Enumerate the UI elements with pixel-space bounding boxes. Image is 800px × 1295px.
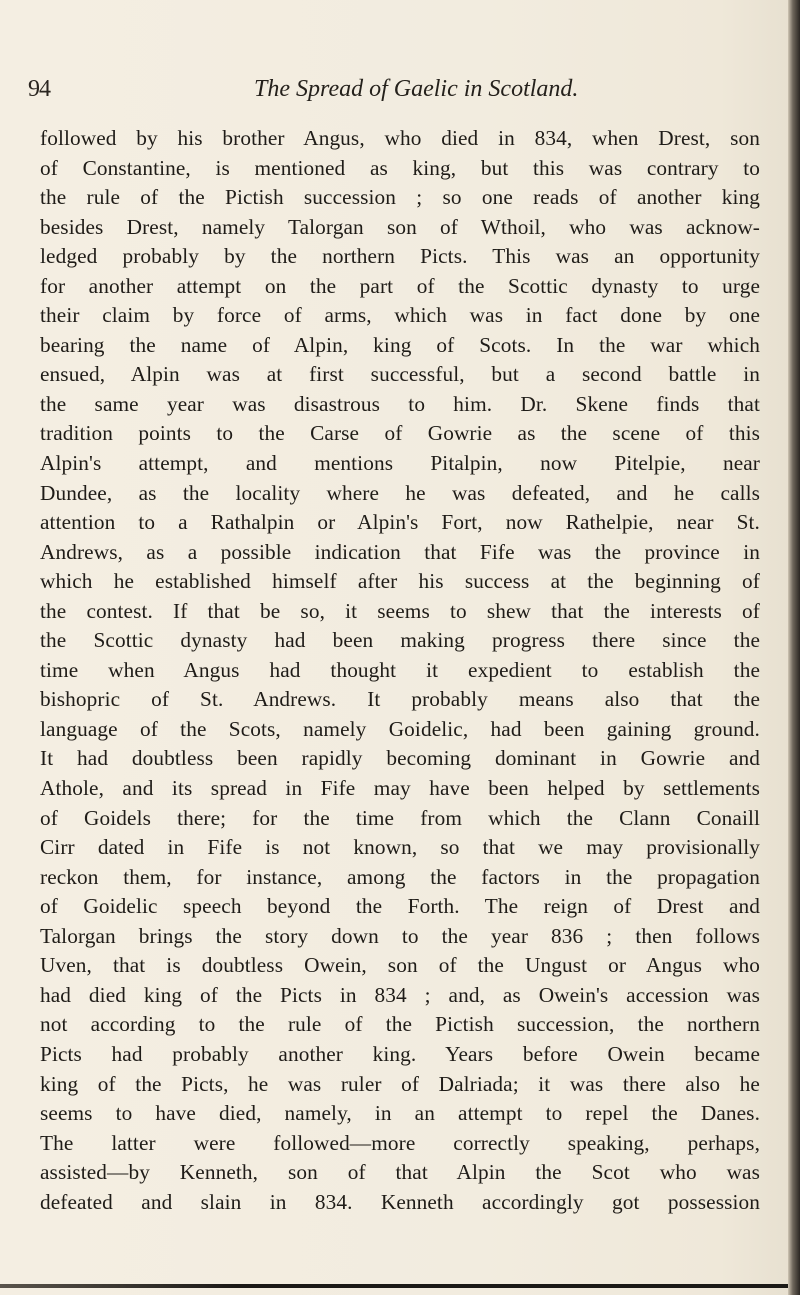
text-line: Uven, that is doubtless Owein, son of the Ungust or Angus who xyxy=(40,953,760,978)
text-line: of Constantine, is mentioned as king, but this was contrary to xyxy=(40,155,760,180)
text-line: which he established himself after his success at the beginning of xyxy=(40,569,760,594)
text-line: the contest. If that be so, it seems to shew that the interests of xyxy=(40,598,760,623)
text-line: Picts had probably another king. Years before Owein became xyxy=(40,1041,760,1066)
text-line: bearing the name of Alpin, king of Scots. In the war which xyxy=(40,332,760,357)
page-number: 94 xyxy=(28,76,50,102)
text-line: time when Angus had thought it expedient to establish the xyxy=(40,657,760,682)
text-line: the rule of the Pictish succession ; so one reads of another king xyxy=(40,185,760,210)
text-line: not according to the rule of the Pictish succession, the northern xyxy=(40,1012,760,1037)
text-line: the same year was disastrous to him. Dr. Skene finds that xyxy=(40,391,760,416)
running-title: The Spread of Gaelic in Scotland. xyxy=(254,76,579,102)
text-line: followed by his brother Angus, who died in 834, when Drest, son xyxy=(40,126,760,150)
text-line: the Scottic dynasty had been making progress there since the xyxy=(40,628,760,653)
text-line: tradition points to the Carse of Gowrie as the scene of this xyxy=(40,421,760,446)
text-line: defeated and slain in 834. Kenneth accordingly got possession xyxy=(40,1189,760,1214)
text-line: The latter were followed—more correctly speaking, perhaps, xyxy=(40,1130,760,1155)
text-line: Cirr dated in Fife is not known, so that we may provisionally xyxy=(40,835,760,860)
text-line: It had doubtless been rapidly becoming dominant in Gowrie and xyxy=(40,746,760,771)
page-header xyxy=(0,76,800,116)
text-line: their claim by force of arms, which was in fact done by one xyxy=(40,303,760,328)
page-right-edge xyxy=(788,0,800,1295)
text-line: Dundee, as the locality where he was defeated, and he calls xyxy=(40,480,760,505)
body-text xyxy=(40,124,760,1217)
text-line: besides Drest, namely Talorgan son of Wthoil, who was acknow- xyxy=(40,214,760,239)
text-line: language of the Scots, namely Goidelic, had been gaining ground. xyxy=(40,716,760,741)
text-line: attention to a Rathalpin or Alpin's Fort, now Rathelpie, near St. xyxy=(40,510,760,535)
text-line: of Goidels there; for the time from which the Clann Conaill xyxy=(40,805,760,830)
text-line: reckon them, for instance, among the factors in the propagation xyxy=(40,864,760,889)
bottom-edge-rule xyxy=(0,1284,790,1288)
text-line: ensued, Alpin was at first successful, but a second battle in xyxy=(40,362,760,387)
text-line: had died king of the Picts in 834 ; and, as Owein's accession was xyxy=(40,982,760,1007)
text-line: seems to have died, namely, in an attempt to repel the Danes. xyxy=(40,1101,760,1126)
text-line: for another attempt on the part of the Scottic dynasty to urge xyxy=(40,273,760,298)
text-line: Athole, and its spread in Fife may have been helped by settlements xyxy=(40,776,760,801)
text-line: Andrews, as a possible indication that Fife was the province in xyxy=(40,539,760,564)
text-line: bishopric of St. Andrews. It probably means also that the xyxy=(40,687,760,712)
text-line: Talorgan brings the story down to the year 836 ; then follows xyxy=(40,923,760,948)
text-line: of Goidelic speech beyond the Forth. The reign of Drest and xyxy=(40,894,760,919)
text-line: Alpin's attempt, and mentions Pitalpin, now Pitelpie, near xyxy=(40,451,760,476)
text-line: assisted—by Kenneth, son of that Alpin the Scot who was xyxy=(40,1160,760,1185)
text-line: ledged probably by the northern Picts. This was an opportunity xyxy=(40,244,760,269)
text-line: king of the Picts, he was ruler of Dalriada; it was there also he xyxy=(40,1071,760,1096)
